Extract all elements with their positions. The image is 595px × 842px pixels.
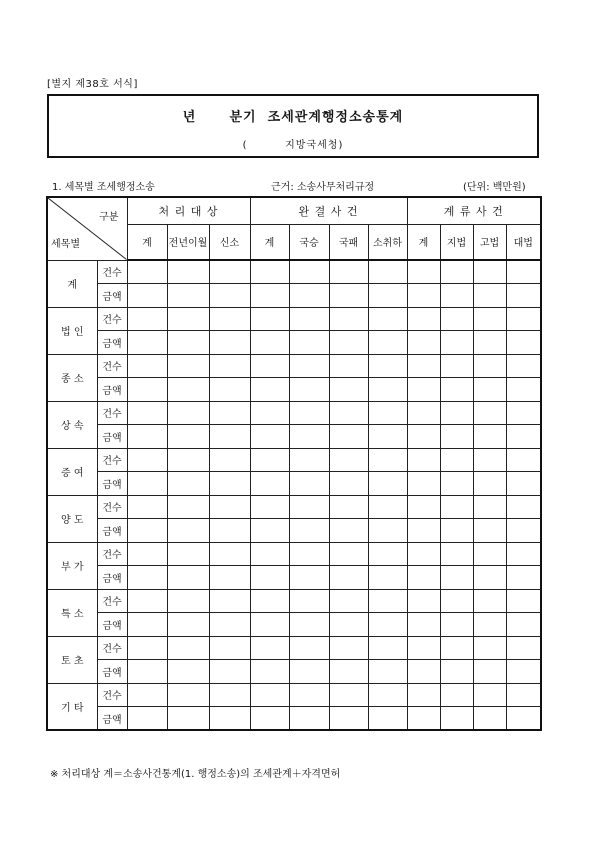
data-cell[interactable]	[407, 589, 440, 613]
header-diagonal-cell	[47, 197, 127, 260]
data-cell[interactable]	[473, 683, 506, 707]
row-type-cell: 건수	[97, 542, 127, 566]
group-header-completed: 완 결 사 건	[250, 197, 407, 224]
subheader-cell: 계	[407, 224, 440, 260]
data-cell[interactable]	[209, 472, 250, 496]
data-cell[interactable]	[440, 519, 473, 543]
data-cell[interactable]	[329, 472, 368, 496]
data-cell[interactable]	[167, 307, 209, 331]
data-cell[interactable]	[250, 378, 289, 402]
data-cell[interactable]	[506, 354, 541, 378]
table-row	[47, 284, 541, 308]
table-row	[47, 472, 541, 496]
data-cell[interactable]	[289, 354, 329, 378]
data-cell[interactable]	[440, 284, 473, 308]
row-type-cell: 건수	[97, 589, 127, 613]
data-cell[interactable]	[506, 448, 541, 472]
statistics-table	[46, 196, 542, 731]
data-cell[interactable]	[127, 636, 167, 660]
data-cell[interactable]	[506, 566, 541, 590]
title-box	[47, 94, 539, 158]
header-tax-item-label: 세목별	[51, 238, 80, 250]
data-cell[interactable]	[167, 448, 209, 472]
data-cell[interactable]	[289, 331, 329, 355]
data-cell[interactable]	[473, 636, 506, 660]
table-body	[47, 260, 541, 730]
data-cell[interactable]	[440, 707, 473, 731]
data-cell[interactable]	[329, 707, 368, 731]
data-cell[interactable]	[167, 683, 209, 707]
data-cell[interactable]	[506, 425, 541, 449]
data-cell[interactable]	[209, 589, 250, 613]
unit-text: (단위: 백만원)	[463, 182, 526, 193]
data-cell[interactable]	[329, 613, 368, 637]
subheader-cell: 신소	[209, 224, 250, 260]
data-cell[interactable]	[329, 260, 368, 284]
data-cell[interactable]	[250, 495, 289, 519]
table-row	[47, 707, 541, 731]
subheader-cell: 계	[250, 224, 289, 260]
data-cell[interactable]	[407, 613, 440, 637]
data-cell[interactable]	[127, 260, 167, 284]
data-cell[interactable]	[368, 307, 407, 331]
data-cell[interactable]	[506, 472, 541, 496]
data-cell[interactable]	[250, 331, 289, 355]
data-cell[interactable]	[368, 589, 407, 613]
data-cell[interactable]	[329, 660, 368, 684]
row-type-cell: 건수	[97, 495, 127, 519]
data-cell[interactable]	[289, 519, 329, 543]
data-cell[interactable]	[250, 566, 289, 590]
data-cell[interactable]	[250, 307, 289, 331]
data-cell[interactable]	[329, 378, 368, 402]
data-cell[interactable]	[250, 683, 289, 707]
data-cell[interactable]	[329, 448, 368, 472]
data-cell[interactable]	[250, 448, 289, 472]
row-type-cell: 금액	[97, 566, 127, 590]
data-cell[interactable]	[209, 636, 250, 660]
data-cell[interactable]	[368, 331, 407, 355]
subheader-cell: 지법	[440, 224, 473, 260]
data-cell[interactable]	[440, 378, 473, 402]
data-cell[interactable]	[127, 284, 167, 308]
data-cell[interactable]	[167, 378, 209, 402]
data-cell[interactable]	[289, 472, 329, 496]
data-cell[interactable]	[167, 495, 209, 519]
data-cell[interactable]	[368, 542, 407, 566]
data-cell[interactable]	[440, 425, 473, 449]
data-cell[interactable]	[473, 519, 506, 543]
data-cell[interactable]	[440, 354, 473, 378]
footnote: ※ 처리대상 계＝소송사건통계(1. 행정소송)의 조세관계＋자격면허	[50, 769, 341, 780]
data-cell[interactable]	[368, 683, 407, 707]
data-cell[interactable]	[209, 331, 250, 355]
data-cell[interactable]	[167, 660, 209, 684]
data-cell[interactable]	[127, 354, 167, 378]
row-type-cell: 금액	[97, 472, 127, 496]
data-cell[interactable]	[506, 284, 541, 308]
data-cell[interactable]	[329, 589, 368, 613]
row-type-cell: 금액	[97, 519, 127, 543]
row-type-cell: 건수	[97, 683, 127, 707]
data-cell[interactable]	[127, 589, 167, 613]
tax-category-cell: 양 도	[47, 495, 97, 542]
data-cell[interactable]	[506, 636, 541, 660]
data-cell[interactable]	[368, 401, 407, 425]
data-cell[interactable]	[407, 683, 440, 707]
data-cell[interactable]	[167, 707, 209, 731]
row-type-cell: 건수	[97, 448, 127, 472]
data-cell[interactable]	[127, 425, 167, 449]
data-cell[interactable]	[167, 354, 209, 378]
table-row	[47, 448, 541, 472]
tax-category-cell: 증 여	[47, 448, 97, 495]
data-cell[interactable]	[368, 284, 407, 308]
data-cell[interactable]	[473, 354, 506, 378]
data-cell[interactable]	[440, 495, 473, 519]
data-cell[interactable]	[440, 472, 473, 496]
data-cell[interactable]	[329, 425, 368, 449]
data-cell[interactable]	[127, 519, 167, 543]
tax-category-cell: 부 가	[47, 542, 97, 589]
data-cell[interactable]	[473, 542, 506, 566]
subheader-cell: 대법	[506, 224, 541, 260]
data-cell[interactable]	[440, 660, 473, 684]
tax-category-cell: 법 인	[47, 307, 97, 354]
data-cell[interactable]	[209, 425, 250, 449]
table-row	[47, 660, 541, 684]
data-cell[interactable]	[250, 284, 289, 308]
table-row	[47, 613, 541, 637]
data-cell[interactable]	[127, 542, 167, 566]
data-cell[interactable]	[127, 613, 167, 637]
data-cell[interactable]	[127, 401, 167, 425]
data-cell[interactable]	[407, 425, 440, 449]
data-cell[interactable]	[440, 589, 473, 613]
data-cell[interactable]	[329, 284, 368, 308]
data-cell[interactable]	[209, 284, 250, 308]
data-cell[interactable]	[250, 260, 289, 284]
data-cell[interactable]	[250, 542, 289, 566]
data-cell[interactable]	[407, 707, 440, 731]
data-cell[interactable]	[127, 307, 167, 331]
data-cell[interactable]	[167, 331, 209, 355]
data-cell[interactable]	[167, 519, 209, 543]
table-row	[47, 566, 541, 590]
data-cell[interactable]	[289, 284, 329, 308]
data-cell[interactable]	[407, 566, 440, 590]
basis-text: 근거: 소송사무처리규정	[271, 182, 375, 193]
data-cell[interactable]	[473, 425, 506, 449]
data-cell[interactable]	[368, 495, 407, 519]
data-cell[interactable]	[127, 683, 167, 707]
tax-category-cell: 종 소	[47, 354, 97, 401]
data-cell[interactable]	[506, 589, 541, 613]
data-cell[interactable]	[506, 707, 541, 731]
group-header-processing: 처 리 대 상	[127, 197, 250, 224]
data-cell[interactable]	[407, 519, 440, 543]
data-cell[interactable]	[506, 307, 541, 331]
subheader-cell: 국패	[329, 224, 368, 260]
data-cell[interactable]	[440, 683, 473, 707]
data-cell[interactable]	[329, 636, 368, 660]
data-cell[interactable]	[407, 354, 440, 378]
data-cell[interactable]	[250, 636, 289, 660]
header-category-label: 구분	[99, 212, 119, 223]
data-cell[interactable]	[329, 683, 368, 707]
subheader-cell: 전년이월	[167, 224, 209, 260]
data-cell[interactable]	[209, 401, 250, 425]
row-type-cell: 금액	[97, 707, 127, 731]
data-cell[interactable]	[473, 448, 506, 472]
data-cell[interactable]	[289, 495, 329, 519]
subheader-cell: 소취하	[368, 224, 407, 260]
data-cell[interactable]	[368, 660, 407, 684]
data-cell[interactable]	[473, 472, 506, 496]
data-cell[interactable]	[127, 472, 167, 496]
tax-category-cell: 기 타	[47, 683, 97, 730]
table-row	[47, 378, 541, 402]
data-cell[interactable]	[368, 260, 407, 284]
data-cell[interactable]	[473, 660, 506, 684]
data-cell[interactable]	[407, 448, 440, 472]
data-cell[interactable]	[167, 425, 209, 449]
data-cell[interactable]	[289, 707, 329, 731]
data-cell[interactable]	[368, 448, 407, 472]
group-header-pending: 계 류 사 건	[407, 197, 541, 224]
data-cell[interactable]	[209, 448, 250, 472]
data-cell[interactable]	[506, 519, 541, 543]
data-cell[interactable]	[506, 260, 541, 284]
data-cell[interactable]	[506, 495, 541, 519]
data-cell[interactable]	[167, 542, 209, 566]
table-row	[47, 683, 541, 707]
data-cell[interactable]	[473, 707, 506, 731]
row-type-cell: 건수	[97, 307, 127, 331]
data-cell[interactable]	[127, 566, 167, 590]
data-cell[interactable]	[209, 566, 250, 590]
row-type-cell: 금액	[97, 613, 127, 637]
data-cell[interactable]	[329, 331, 368, 355]
data-cell[interactable]	[127, 448, 167, 472]
data-cell[interactable]	[167, 401, 209, 425]
data-cell[interactable]	[250, 707, 289, 731]
data-cell[interactable]	[289, 566, 329, 590]
table-row	[47, 589, 541, 613]
row-type-cell: 금액	[97, 425, 127, 449]
data-cell[interactable]	[473, 613, 506, 637]
tax-category-cell: 토 초	[47, 636, 97, 683]
data-cell[interactable]	[329, 566, 368, 590]
data-cell[interactable]	[440, 401, 473, 425]
data-cell[interactable]	[407, 260, 440, 284]
data-cell[interactable]	[368, 636, 407, 660]
tax-category-cell: 계	[47, 260, 97, 307]
data-cell[interactable]	[473, 284, 506, 308]
data-cell[interactable]	[407, 401, 440, 425]
data-cell[interactable]	[473, 260, 506, 284]
data-cell[interactable]	[209, 495, 250, 519]
data-cell[interactable]	[289, 660, 329, 684]
page-title: 년 분기 조세관계행정소송통계	[182, 110, 404, 125]
table-row	[47, 519, 541, 543]
data-cell[interactable]	[167, 613, 209, 637]
data-cell[interactable]	[250, 425, 289, 449]
table-row	[47, 636, 541, 660]
data-cell[interactable]	[209, 260, 250, 284]
data-cell[interactable]	[209, 707, 250, 731]
data-cell[interactable]	[473, 495, 506, 519]
data-cell[interactable]	[167, 284, 209, 308]
data-cell[interactable]	[329, 307, 368, 331]
data-cell[interactable]	[407, 284, 440, 308]
data-cell[interactable]	[368, 566, 407, 590]
data-cell[interactable]	[209, 354, 250, 378]
data-cell[interactable]	[289, 401, 329, 425]
data-cell[interactable]	[289, 683, 329, 707]
data-cell[interactable]	[289, 613, 329, 637]
data-cell[interactable]	[329, 401, 368, 425]
data-cell[interactable]	[506, 401, 541, 425]
data-cell[interactable]	[289, 589, 329, 613]
table-row	[47, 425, 541, 449]
data-cell[interactable]	[127, 495, 167, 519]
data-cell[interactable]	[407, 495, 440, 519]
data-cell[interactable]	[209, 519, 250, 543]
data-cell[interactable]	[440, 636, 473, 660]
tax-category-cell: 상 속	[47, 401, 97, 448]
data-cell[interactable]	[473, 331, 506, 355]
data-cell[interactable]	[440, 448, 473, 472]
row-type-cell: 금액	[97, 284, 127, 308]
data-cell[interactable]	[506, 331, 541, 355]
data-cell[interactable]	[209, 307, 250, 331]
table-row	[47, 542, 541, 566]
data-cell[interactable]	[250, 519, 289, 543]
data-cell[interactable]	[209, 542, 250, 566]
data-cell[interactable]	[250, 660, 289, 684]
table-row	[47, 495, 541, 519]
table-row	[47, 331, 541, 355]
data-cell[interactable]	[209, 378, 250, 402]
data-cell[interactable]	[329, 519, 368, 543]
data-cell[interactable]	[473, 378, 506, 402]
data-cell[interactable]	[329, 542, 368, 566]
data-cell[interactable]	[440, 566, 473, 590]
data-cell[interactable]	[289, 636, 329, 660]
data-cell[interactable]	[506, 542, 541, 566]
data-cell[interactable]	[167, 636, 209, 660]
row-type-cell: 건수	[97, 354, 127, 378]
data-cell[interactable]	[329, 495, 368, 519]
page-subtitle: ( 지방국세청)	[242, 140, 344, 151]
data-cell[interactable]	[407, 542, 440, 566]
data-cell[interactable]	[127, 378, 167, 402]
data-cell[interactable]	[506, 378, 541, 402]
data-cell[interactable]	[250, 401, 289, 425]
data-cell[interactable]	[167, 566, 209, 590]
row-type-cell: 건수	[97, 260, 127, 284]
data-cell[interactable]	[289, 307, 329, 331]
data-cell[interactable]	[250, 613, 289, 637]
data-cell[interactable]	[289, 260, 329, 284]
subheader-cell: 고법	[473, 224, 506, 260]
data-cell[interactable]	[368, 378, 407, 402]
data-cell[interactable]	[167, 472, 209, 496]
data-cell[interactable]	[407, 378, 440, 402]
subheader-cell: 계	[127, 224, 167, 260]
table-row	[47, 307, 541, 331]
row-type-cell: 금액	[97, 660, 127, 684]
row-type-cell: 건수	[97, 636, 127, 660]
data-cell[interactable]	[368, 425, 407, 449]
table-row	[47, 260, 541, 284]
data-cell[interactable]	[329, 354, 368, 378]
data-cell[interactable]	[440, 613, 473, 637]
data-cell[interactable]	[368, 519, 407, 543]
data-cell[interactable]	[407, 660, 440, 684]
data-cell[interactable]	[473, 307, 506, 331]
data-cell[interactable]	[368, 613, 407, 637]
data-cell[interactable]	[473, 566, 506, 590]
data-cell[interactable]	[209, 683, 250, 707]
form-number: [별지 제38호 서식]	[47, 79, 138, 90]
data-cell[interactable]	[368, 472, 407, 496]
data-cell[interactable]	[209, 660, 250, 684]
data-cell[interactable]	[473, 401, 506, 425]
data-cell[interactable]	[440, 307, 473, 331]
data-cell[interactable]	[167, 260, 209, 284]
row-type-cell: 금액	[97, 378, 127, 402]
data-cell[interactable]	[127, 660, 167, 684]
data-cell[interactable]	[289, 425, 329, 449]
data-cell[interactable]	[250, 472, 289, 496]
section-heading: 1. 세목별 조세행정소송	[52, 182, 155, 193]
data-cell[interactable]	[127, 707, 167, 731]
data-cell[interactable]	[127, 331, 167, 355]
data-cell[interactable]	[289, 542, 329, 566]
row-type-cell: 건수	[97, 401, 127, 425]
subheader-cell: 국승	[289, 224, 329, 260]
data-cell[interactable]	[506, 683, 541, 707]
data-cell[interactable]	[209, 613, 250, 637]
table-row	[47, 354, 541, 378]
data-cell[interactable]	[440, 542, 473, 566]
data-cell[interactable]	[368, 354, 407, 378]
tax-category-cell: 특 소	[47, 589, 97, 636]
data-cell[interactable]	[289, 378, 329, 402]
data-cell[interactable]	[440, 331, 473, 355]
data-cell[interactable]	[440, 260, 473, 284]
row-type-cell: 금액	[97, 331, 127, 355]
data-cell[interactable]	[407, 472, 440, 496]
data-cell[interactable]	[250, 589, 289, 613]
data-cell[interactable]	[407, 636, 440, 660]
data-cell[interactable]	[473, 589, 506, 613]
data-cell[interactable]	[250, 354, 289, 378]
data-cell[interactable]	[289, 448, 329, 472]
data-cell[interactable]	[167, 589, 209, 613]
data-cell[interactable]	[506, 660, 541, 684]
data-cell[interactable]	[506, 613, 541, 637]
data-cell[interactable]	[407, 331, 440, 355]
data-cell[interactable]	[368, 707, 407, 731]
data-cell[interactable]	[407, 307, 440, 331]
table-row	[47, 401, 541, 425]
